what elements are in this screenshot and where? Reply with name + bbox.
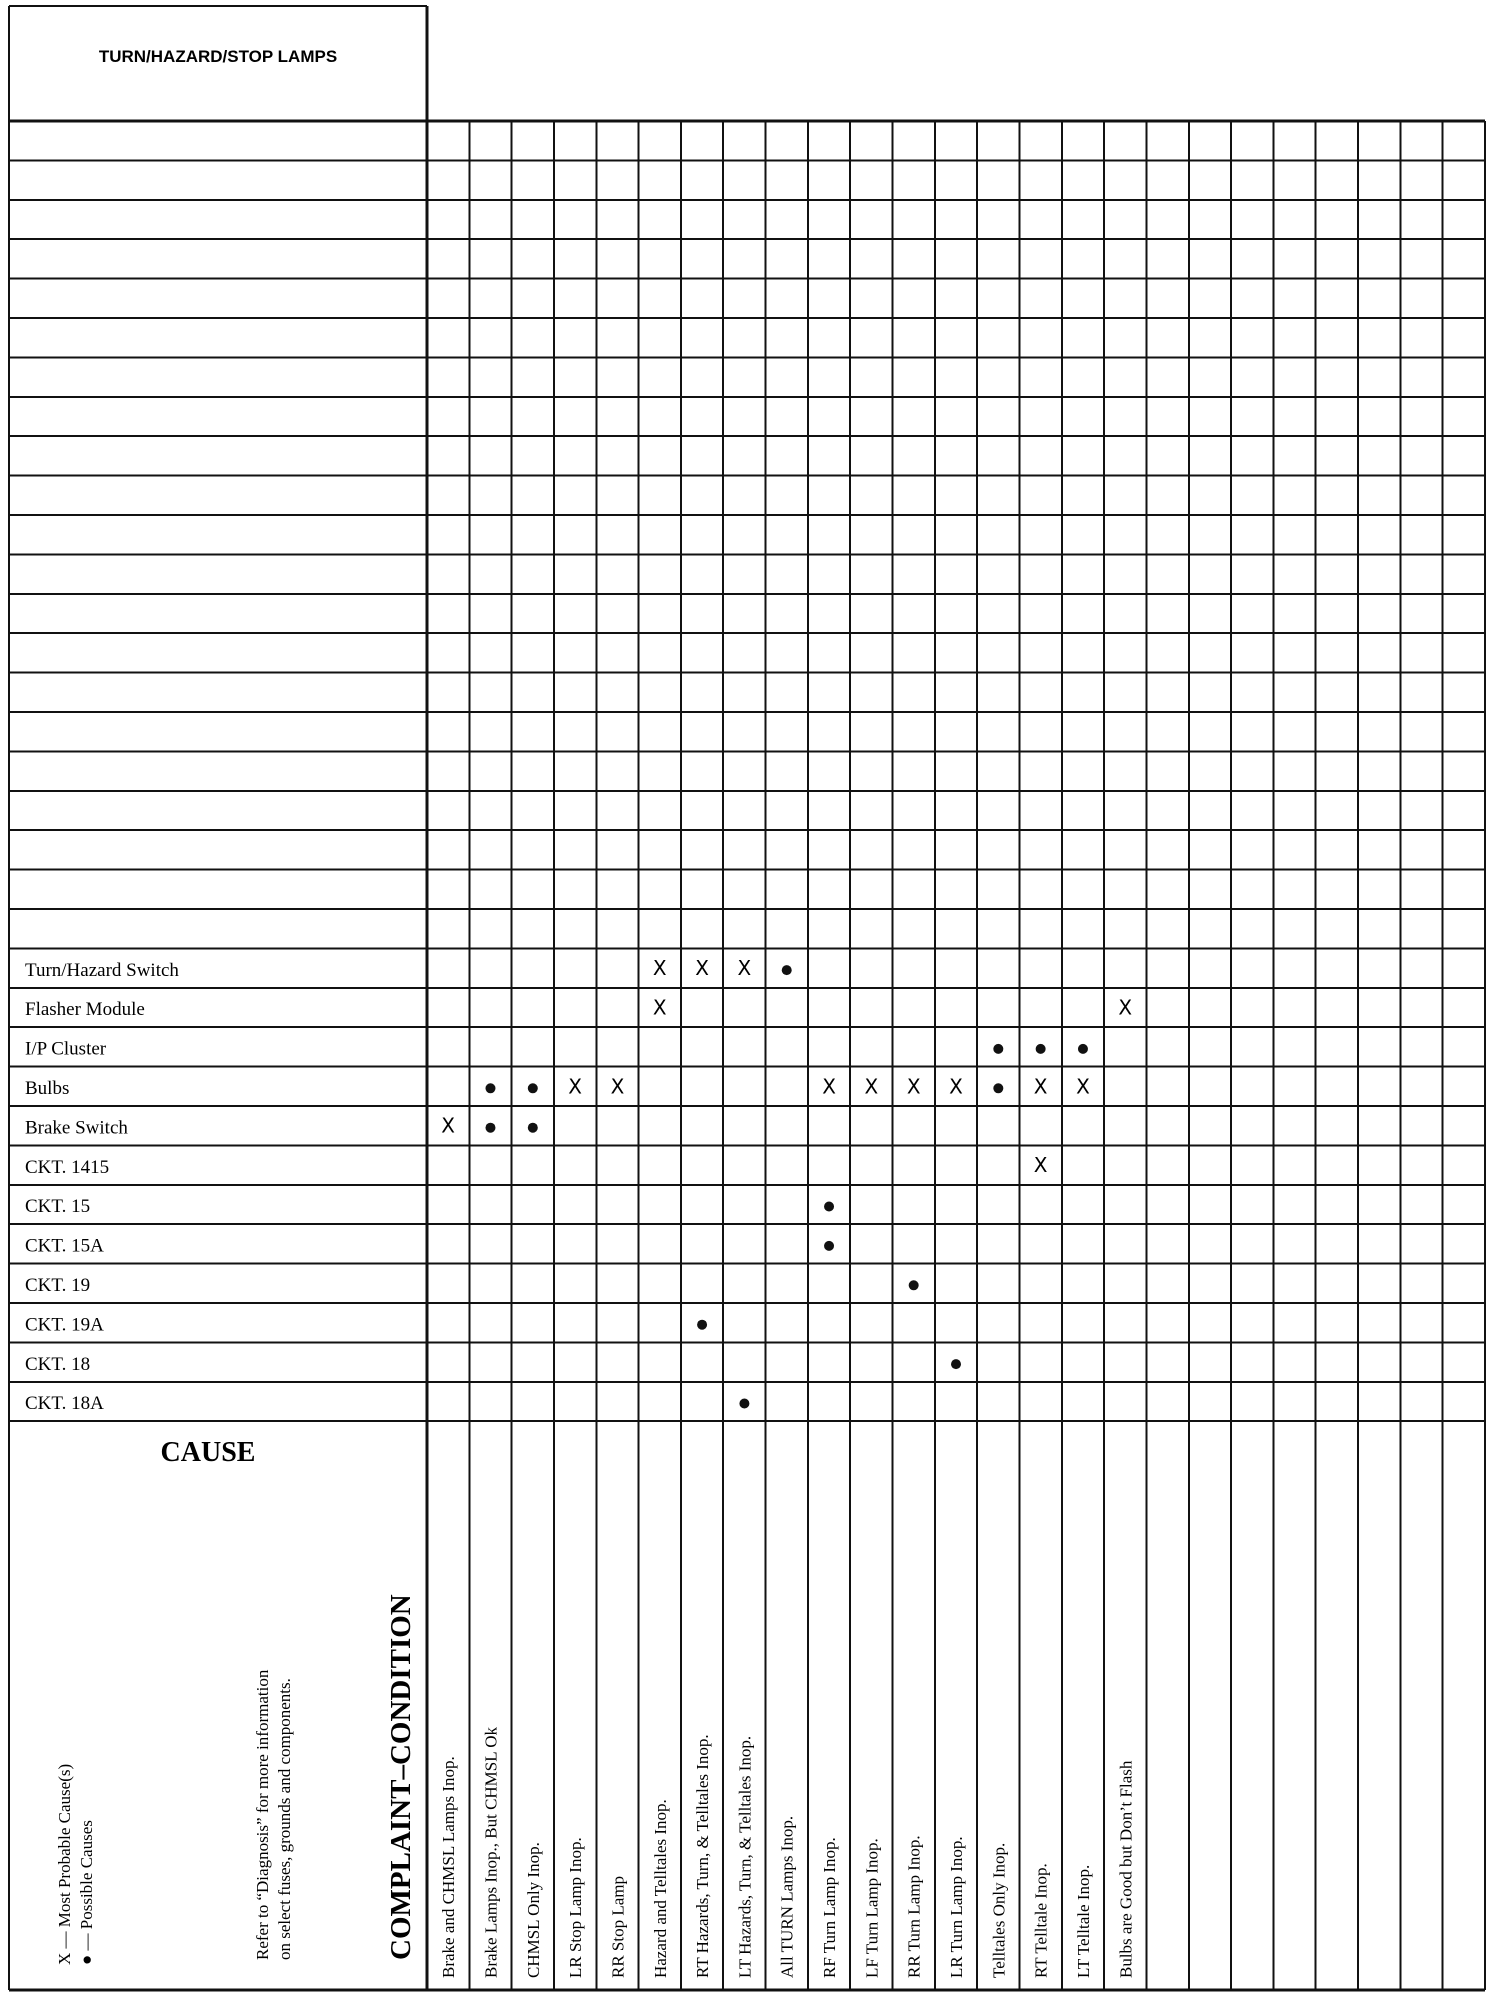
cause-label: CKT. 15 <box>25 1196 91 1218</box>
mark-possible <box>697 1320 707 1330</box>
cause-label: Bulbs <box>25 1078 70 1099</box>
condition-label: Brake and CHMSL Lamps Inop. <box>439 1756 459 1978</box>
title-box <box>99 47 337 66</box>
condition-label: Brake Lamps Inop., But CHMSL Ok <box>481 1726 501 1978</box>
condition-label: RT Telltale Inop. <box>1031 1863 1051 1978</box>
condition-label: Telltales Only Inop. <box>989 1842 1009 1978</box>
condition-label: LT Telltale Inop. <box>1073 1864 1093 1978</box>
mark-possible <box>824 1202 834 1212</box>
mark-most-probable: X <box>1033 1074 1048 1099</box>
cause-label: Brake Switch <box>25 1117 128 1139</box>
legend-most-probable: X — Most Probable Cause(s) <box>55 1763 74 1965</box>
condition-label: RR Stop Lamp <box>608 1875 628 1978</box>
mark-most-probable: X <box>949 1074 963 1099</box>
mark-most-probable: X <box>652 995 667 1020</box>
cause-heading: CAUSE <box>160 1437 256 1469</box>
mark-possible <box>1078 1044 1088 1054</box>
chart-grid <box>9 6 1485 1990</box>
condition-label: All TURN Lamps Inop. <box>777 1815 797 1978</box>
mark-most-probable: X <box>610 1074 625 1099</box>
mark-possible <box>993 1083 1003 1093</box>
cause-label: CKT. 1415 <box>25 1156 110 1178</box>
mark-most-probable: X <box>1118 995 1133 1020</box>
condition-label: RF Turn Lamp Inop. <box>820 1837 840 1978</box>
cause-label: CKT. 19 <box>25 1275 91 1296</box>
legend-area <box>55 1437 417 1965</box>
condition-labels <box>439 1726 1135 1978</box>
condition-label: LR Turn Lamp Inop. <box>947 1836 966 1978</box>
condition-label: RR Turn Lamp Inop. <box>904 1835 924 1978</box>
mark-possible <box>485 1123 495 1133</box>
legend-possible: ● — Possible Causes <box>77 1820 96 1965</box>
condition-label: Bulbs are Good but Don’t Flash <box>1116 1760 1136 1978</box>
condition-label: CHMSL Only Inop. <box>523 1842 543 1978</box>
cause-label: CKT. 18 <box>25 1353 91 1375</box>
mark-most-probable: X <box>906 1074 921 1099</box>
mark-most-probable: X <box>737 956 752 981</box>
mark-most-probable: X <box>822 1074 836 1099</box>
complaint-condition-heading: COMPLAINT–CONDITION <box>385 1594 417 1960</box>
mark-layer <box>441 956 1132 1408</box>
cause-label: CKT. 15A <box>25 1235 104 1257</box>
mark-possible <box>993 1044 1003 1054</box>
cause-label: Flasher Module <box>25 999 145 1021</box>
mark-most-probable: X <box>695 956 709 981</box>
refer-note-line1: Refer to “Diagnosis” for more information <box>253 1669 272 1960</box>
condition-label: Hazard and Telltales Inop. <box>650 1799 670 1978</box>
mark-possible <box>528 1123 538 1133</box>
mark-possible <box>528 1083 538 1093</box>
cause-label: CKT. 19A <box>25 1314 104 1336</box>
mark-most-probable: X <box>864 1074 879 1099</box>
mark-possible <box>951 1359 961 1369</box>
mark-most-probable: X <box>1076 1074 1090 1099</box>
chart-title: TURN/HAZARD/STOP LAMPS <box>98 47 338 66</box>
mark-possible <box>909 1280 919 1290</box>
cause-label: Turn/Hazard Switch <box>25 959 179 981</box>
condition-label: LT Hazards, Turn, & Telltales Inop. <box>735 1735 755 1978</box>
mark-possible <box>1036 1044 1046 1054</box>
refer-note-line2: on select fuses, grounds and components. <box>275 1678 294 1960</box>
condition-label: RT Hazards, Turn, & Telltales Inop. <box>693 1734 713 1978</box>
condition-label: LR Stop Lamp Inop. <box>566 1837 586 1978</box>
cause-label: I/P Cluster <box>25 1038 107 1060</box>
condition-label: LF Turn Lamp Inop. <box>862 1838 882 1978</box>
mark-possible <box>739 1399 749 1409</box>
mark-most-probable: X <box>568 1074 582 1099</box>
cause-label: CKT. 18A <box>25 1393 104 1415</box>
mark-possible <box>782 965 792 975</box>
mark-most-probable: X <box>1033 1153 1048 1178</box>
mark-most-probable: X <box>441 1113 456 1138</box>
mark-possible <box>485 1083 495 1093</box>
mark-most-probable: X <box>652 956 667 981</box>
mark-possible <box>824 1241 834 1251</box>
